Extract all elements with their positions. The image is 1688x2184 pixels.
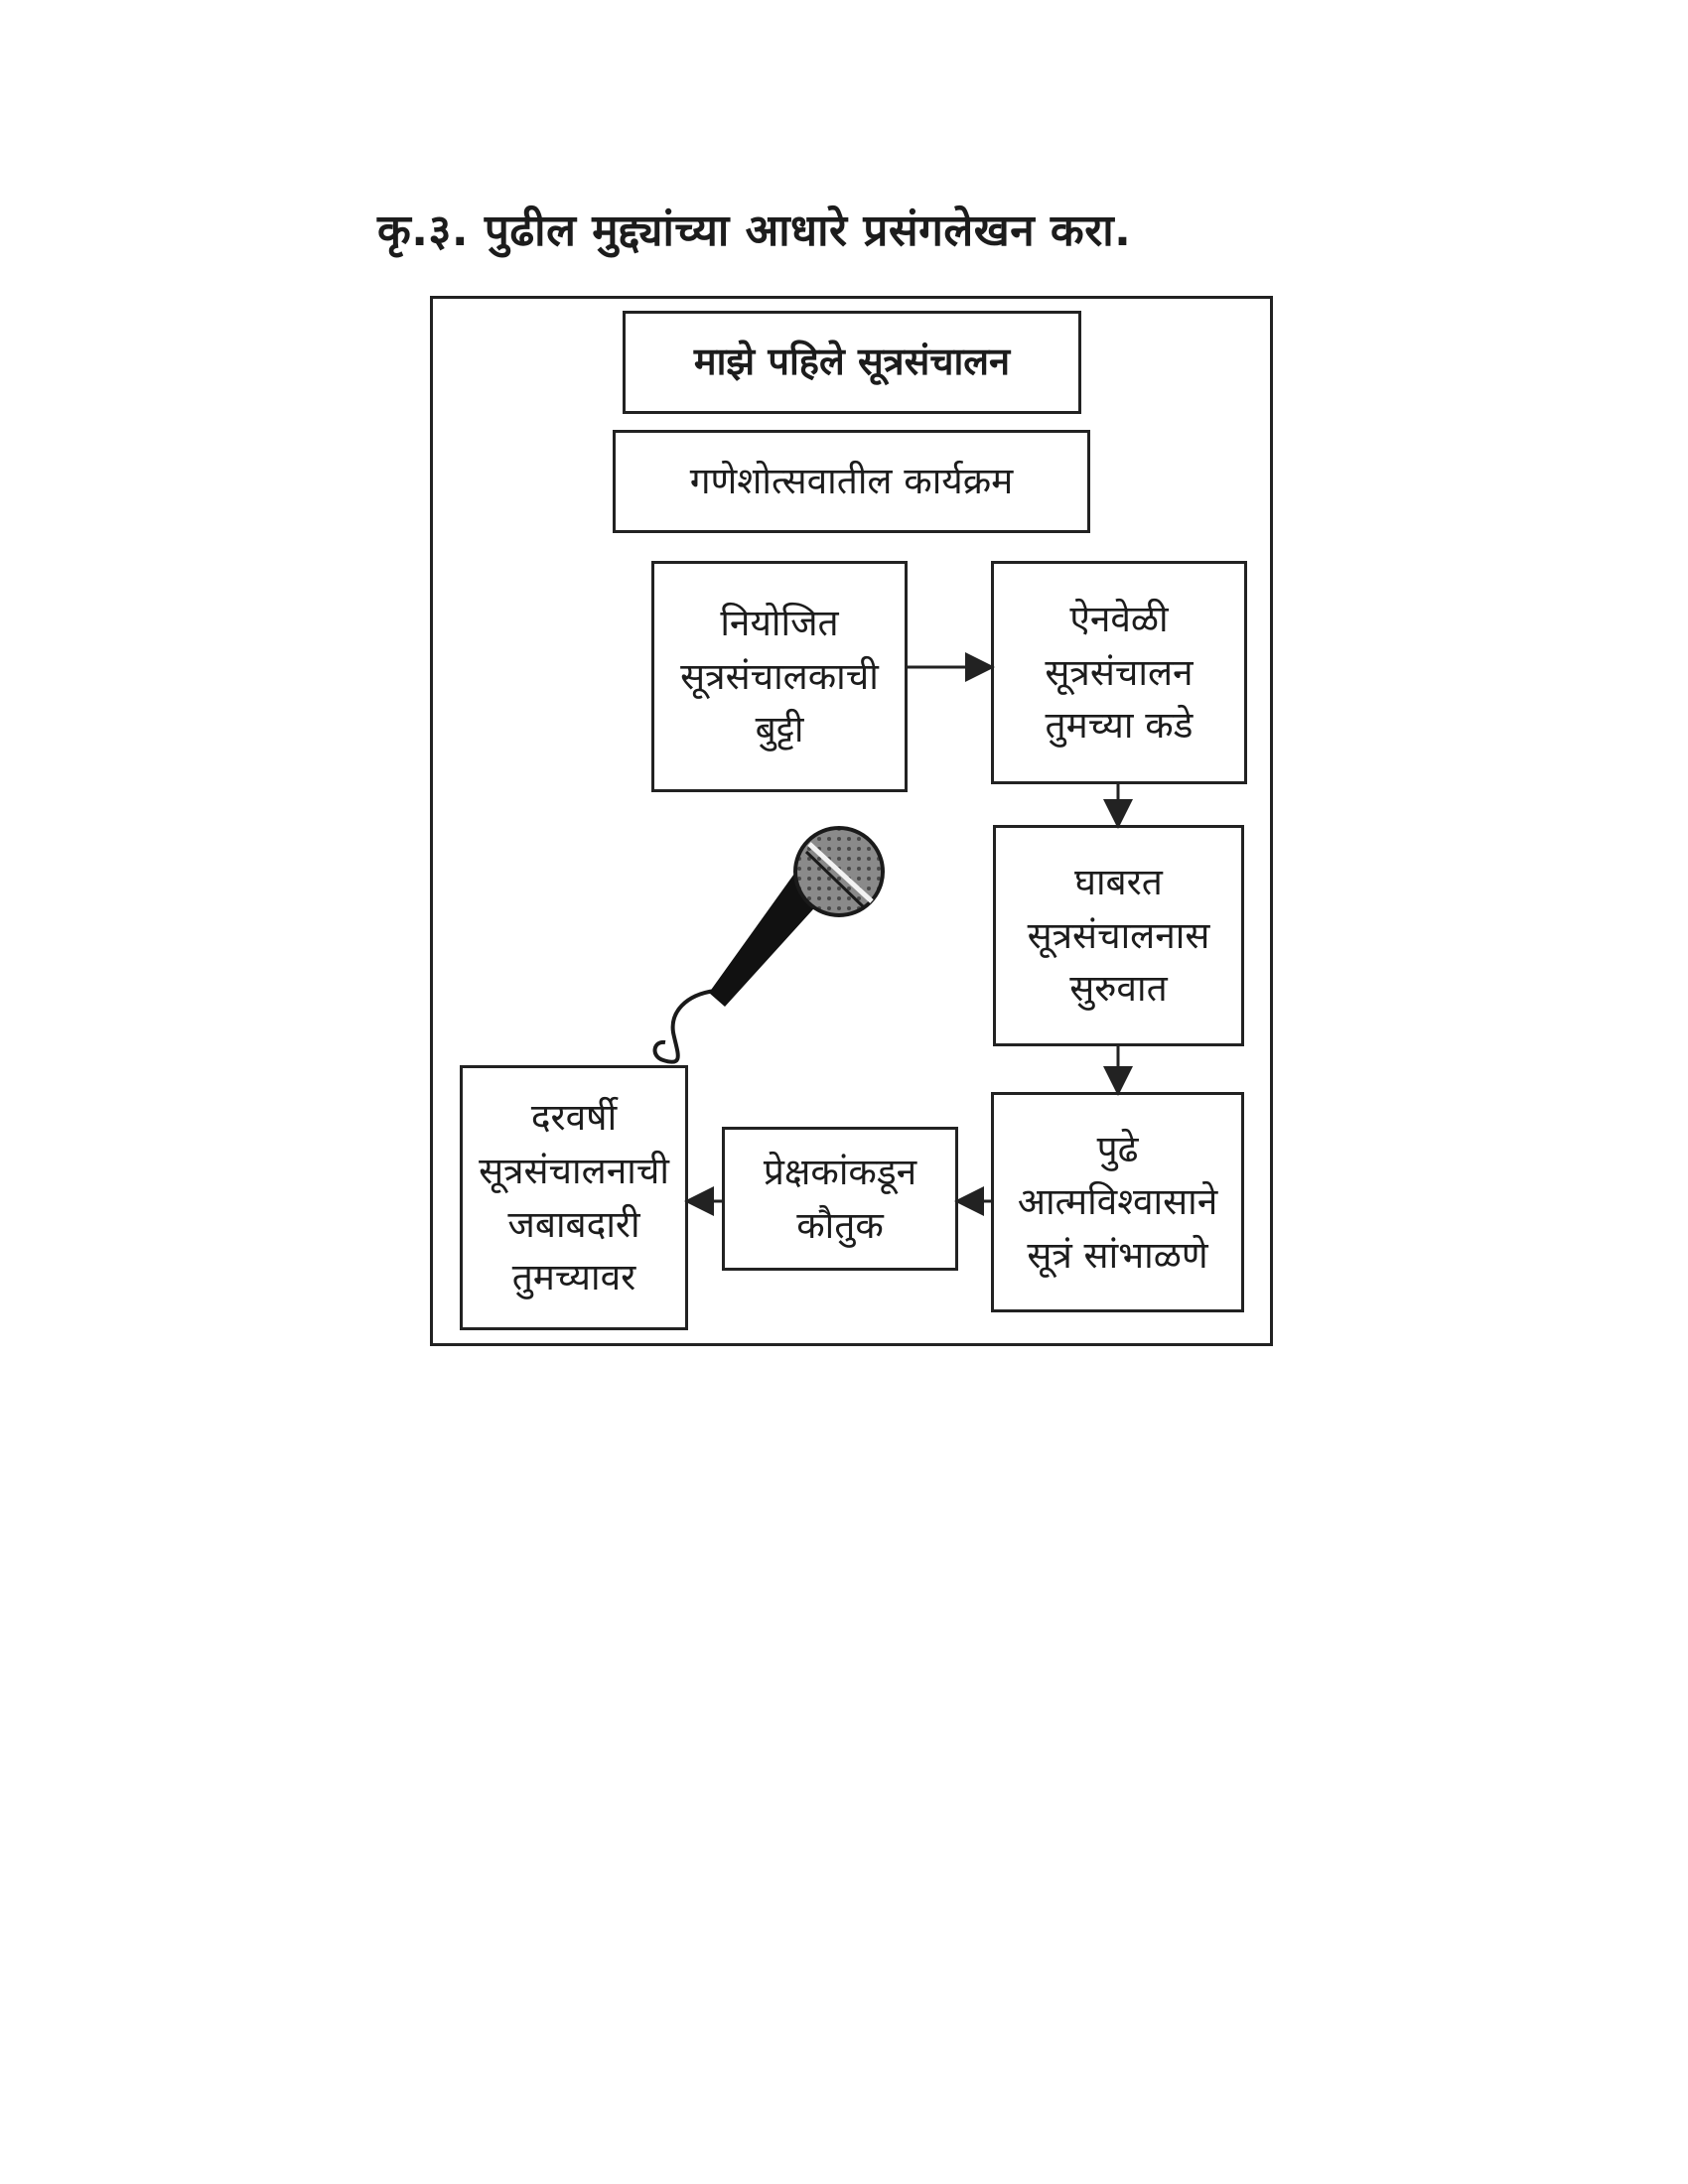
node-line: प्रेक्षकांकडून: [763, 1150, 917, 1193]
node-audience-praise: [722, 1127, 958, 1271]
node-line: बुट्टी: [755, 708, 804, 751]
node-line: जबाबदारी: [507, 1202, 640, 1246]
node-line: सूत्रसंचालकाची: [680, 654, 879, 698]
node-line: दरवर्षी: [530, 1096, 618, 1140]
node-line: सूत्रसंचालन: [1045, 650, 1194, 694]
node-line: आत्मविश्वासाने: [1017, 1180, 1218, 1224]
subtitle-box: [613, 430, 1090, 533]
node-line: सूत्रं सांभाळणे: [1027, 1233, 1208, 1277]
node-line: तुमच्यावर: [511, 1256, 636, 1299]
node-nervous-start: [993, 825, 1244, 1046]
node-line: कौतुक: [796, 1203, 884, 1247]
node-line: पुढे: [1096, 1127, 1139, 1170]
node-yearly-responsibility: [460, 1065, 688, 1330]
subtitle-text: गणेशोत्सवातील कार्यक्रम: [689, 460, 1014, 503]
node-confident-continue: [991, 1092, 1244, 1312]
title-box: [623, 311, 1081, 414]
node-planned-host-absent: [651, 561, 908, 792]
node-line: ऐनवेळी: [1069, 598, 1169, 641]
node-line: सूत्रसंचालनास: [1027, 913, 1210, 957]
title-text: माझे पहिले सूत्रसंचालन: [693, 340, 1011, 384]
node-last-minute-hosting: [991, 561, 1247, 784]
node-line: सूत्रसंचालनाची: [479, 1149, 669, 1192]
node-line: नियोजित: [720, 602, 839, 645]
node-line: घाबरत: [1074, 861, 1163, 904]
node-line: सुरुवात: [1069, 967, 1168, 1011]
question-heading: कृ.३. पुढील मुद्द्यांच्या आधारे प्रसंगलेखन करा.: [377, 205, 1132, 256]
node-line: तुमच्या कडे: [1045, 704, 1194, 748]
